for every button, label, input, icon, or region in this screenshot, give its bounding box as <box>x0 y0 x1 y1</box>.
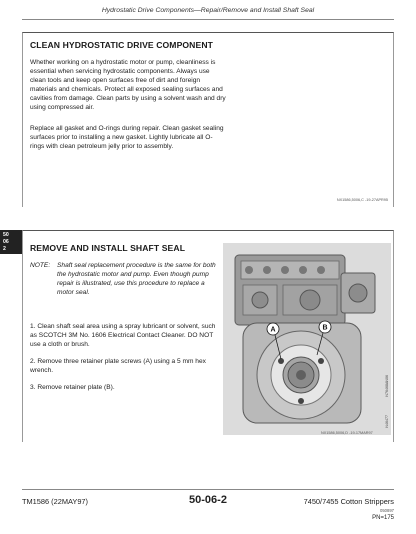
photo-id-1: N76468AN06 <box>385 375 389 397</box>
step-3: 3. Remove retainer plate (B). <box>30 384 115 391</box>
running-head: Hydrostatic Drive Components—Repair/Remove and Install Shaft Seal <box>101 7 315 14</box>
step-1: 1. Clean shaft seal area using a spray lubricant or solvent, such as SCOTCH 3M No. 1606 Electrical Contact Cleaner. DO NOT use a cloth or brush. <box>30 323 216 348</box>
callout-b-label: B <box>322 324 328 332</box>
footer-date-code: 050897 <box>380 508 394 513</box>
step-2: 2. Remove three retainer plate screws (A) using a 5 mm hex wrench. <box>30 358 206 374</box>
section-title-shaft-seal: REMOVE AND INSTALL SHAFT SEAL <box>30 243 186 253</box>
shaft-seal-ref-id: NX1586,5006,D -19-17MAR97 <box>321 431 373 435</box>
header-rule <box>22 19 394 20</box>
footer-pn: PN=175 <box>372 515 394 521</box>
hydrostatic-pump-image <box>223 243 391 435</box>
callout-a-label: A <box>270 326 276 334</box>
section-tab-line3: 2 <box>3 246 6 252</box>
footer-rule <box>22 489 394 490</box>
note-text: Shaft seal replacement procedure is the same for both the hydrostatic motor and pump. Even though pump repair is illustrated, use this procedure to replace a motor seal. <box>57 262 216 296</box>
shaft-seal-section <box>22 230 394 442</box>
clean-section-ref-id: NX1586,5006,C -19-27APR95 <box>336 198 388 202</box>
pump-photo <box>223 243 391 435</box>
footer-product-name: 7450/7455 Cotton Strippers <box>303 497 394 506</box>
clean-paragraph-1: Whether working on a hydrostatic motor or pump, cleanliness is essential when servicing hydrostatic components. Always use clean tools and keep open surfaces free of dirt and foreign materials and chemicals. Protect all exposed sealing surfaces and cavities from damage. Clean parts by using a solvent wash and dry using compressed air. <box>30 59 226 111</box>
section-tab-line2: 06 <box>3 239 9 245</box>
clean-component-section <box>22 32 394 207</box>
note-label: NOTE: <box>30 262 51 269</box>
clean-paragraph-2: Replace all gasket and O-rings during repair. Clean gasket sealing surfaces prior to installing a new gasket. Lightly lubricate all O-rings with clean petroleum jelly prior to assembly. <box>30 125 224 150</box>
section-tab-line1: 50 <box>3 232 9 238</box>
section-title-clean: CLEAN HYDROSTATIC DRIVE COMPONENT <box>30 40 213 50</box>
footer-manual-id: TM1586 (22MAY97) <box>22 497 88 506</box>
photo-id-2: N46477 <box>385 415 389 428</box>
section-tab <box>0 230 22 254</box>
footer-page-number: 50-06-2 <box>189 494 227 506</box>
